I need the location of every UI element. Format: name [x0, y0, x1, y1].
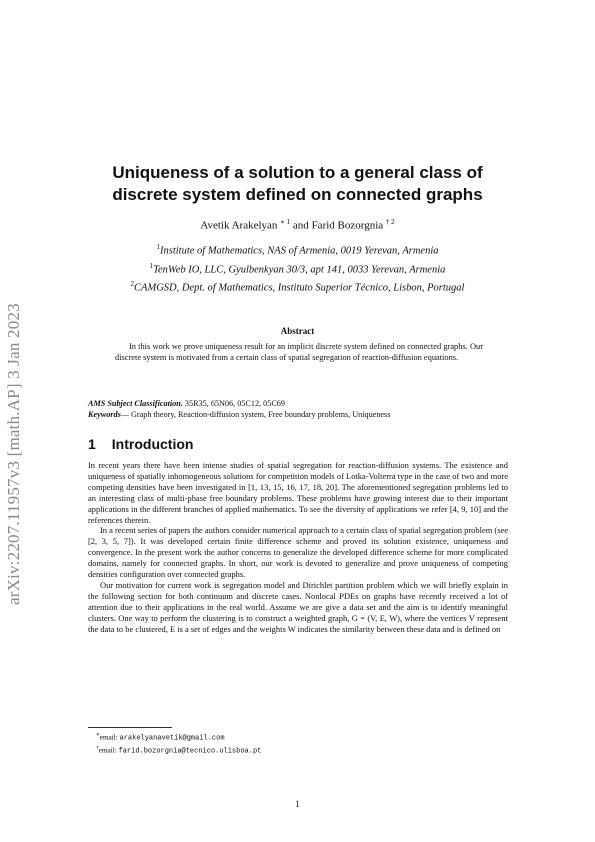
title-line-1: Uniqueness of a solution to a general class of	[112, 163, 483, 182]
affiliation-3	[60, 277, 535, 296]
affiliation-mark: 2	[130, 280, 135, 288]
paper-title	[60, 162, 535, 206]
footnote-mark: †	[96, 745, 99, 752]
author-2-marks: † 2	[385, 218, 395, 226]
title-line-2: discrete system defined on connected graphs	[112, 185, 483, 204]
footnote-label: email:	[99, 733, 120, 742]
keywords-label: Keywords	[88, 410, 121, 419]
section-title: Introduction	[111, 436, 194, 452]
affiliation-text: CAMGSD, Dept. of Mathematics, Instituto Superior Técnico, Lisbon, Portugal	[134, 282, 465, 294]
footnote-2	[96, 743, 261, 756]
footnote-mark: ∗	[96, 732, 100, 738]
msc-label: AMS Subject Classification.	[88, 399, 183, 408]
author-1: Avetik Arakelyan	[200, 219, 278, 232]
affiliation-mark: 1	[149, 261, 154, 270]
affiliation-2	[60, 259, 535, 278]
paragraph-3: Our motivation for current work is segregation model and Dirichlet partition problem which we will briefly explain in the following section for both continuum and discrete cases. Nonlocal PDEs on graphs have recently received a lot of attention due to their applications in the real world. Assume we are give a data set and the aim is to identify meaningful clusters. One way to perform the clustering is to construct a weighted graph, G = (V, E, W), where the vertices V represent the data to be clustered, E is a set of edges and the weights W indicates the similarity between these data and is defined on	[88, 579, 508, 634]
introduction-body	[88, 460, 508, 635]
section-number: 1	[88, 436, 96, 452]
keywords-value: — Graph theory, Reaction-diffusion system, Free boundary problems, Uniqueness	[120, 410, 391, 419]
affiliation-list	[60, 240, 535, 296]
affiliation-text: TenWeb IO, LLC, Gyulbenkyan 30/3, apt 141, 0033 Yerevan, Armenia	[153, 264, 446, 275]
affiliation-text: Institute of Mathematics, NAS of Armenia, 0019 Yerevan, Armenia	[159, 245, 439, 257]
paragraph-1: In recent years there have been intense studies of spatial segregation for reaction-diffusion systems. The existence and uniqueness of spatially inhomogeneous solutions for competition models of Lotka-Volterra type in the case of two and more competing densities have been investigated in [1, 13, 15, 16, 17, 18, 20]. The aforementioned segregation problems led to an interesting class of multi-phase free boundary problems. These problems have growing interest due to their important applications in the different branches of applied mathematics. To see the diversity of applications we refer [4, 9, 10] and the references therein.	[88, 460, 508, 525]
footnote-1	[96, 730, 261, 743]
msc-value: 35R35, 65N06, 05C12, 05C69	[182, 399, 285, 408]
author-list	[60, 218, 535, 232]
footnote-rule	[88, 727, 172, 728]
author-1-marks: ∗ 1	[280, 218, 291, 226]
classification-block	[88, 398, 508, 420]
email-link[interactable]: farid.bozorgnia@tecnico.ulisboa.pt	[118, 747, 262, 756]
keywords-line	[88, 409, 508, 420]
abstract-heading: Abstract	[280, 326, 315, 336]
affiliation-mark: 1	[156, 243, 160, 251]
abstract-text: In this work we prove uniqueness result for an implicit discrete system defined on connected graphs. Our discrete system is motivated from a certain class of spatial segregation of reaction-diffusion equations.	[115, 342, 483, 362]
author-2: Farid Bozorgnia	[311, 219, 384, 232]
msc-line	[88, 398, 508, 409]
email-link[interactable]: arakelyanavetik@gmail.com	[119, 734, 225, 743]
paragraph-2: In a recent series of papers the authors consider numerical approach to a certain class of spatial segregation problem (see [2, 3, 5, 7]). It was developed certain finite difference scheme and proved its solution existence, uniqueness and convergence. In the present work the author concerns to generalize the developed difference scheme for more complicated domains, namely for connected graphs. In short, our work is devoted to generalize and prove uniqueness of competing densities configuration over connected graphs.	[88, 525, 508, 580]
arxiv-identifier[interactable]: arXiv:2207.11957v3 [math.AP] 3 Jan 2023	[4, 303, 23, 605]
footnotes	[96, 730, 261, 757]
affiliation-1	[60, 240, 535, 259]
footnote-label: email:	[98, 746, 119, 755]
section-heading	[88, 436, 193, 452]
author-conjunction: and	[292, 219, 312, 232]
page-number: 1	[295, 799, 300, 809]
